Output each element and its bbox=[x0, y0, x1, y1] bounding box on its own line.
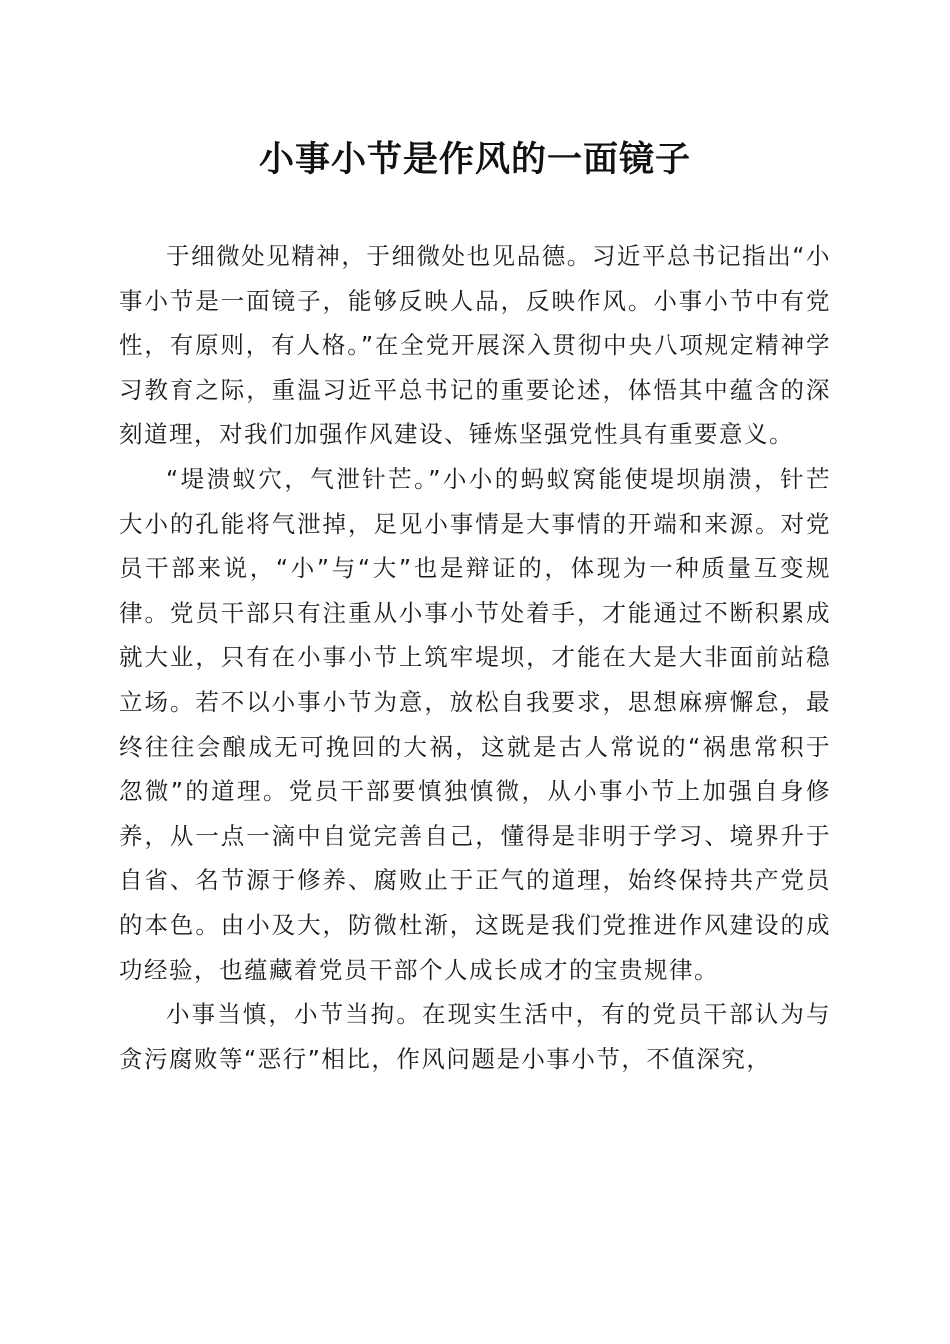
paragraph: 小事当慎，小节当拘。在现实生活中，有的党员干部认为与贪污腐败等“恶行”相比，作风问题是小事小节，不值深究， bbox=[119, 1000, 831, 1073]
document-body bbox=[119, 234, 831, 1081]
paragraph: “堤溃蚁穴，气泄针芒。”小小的蚂蚁窝能使堤坝崩溃，针芒大小的孔能将气泄掉，足见小事情是大事情的开端和来源。对党员干部来说，“小”与“大”也是辩证的，体现为一种质量互变规律。党员干部只有注重从小事小节处着手，才能通过不断积累成就大业，只有在小事小节上筑牢堤坝，才能在大是大非面前站稳立场。若不以小事小节为意，放松自我要求，思想麻痹懈怠，最终往往会酿成无可挽回的大祸，这就是古人常说的“祸患常积于忽微”的道理。党员干部要慎独慎微，从小事小节上加强自身修养，从一点一滴中自觉完善自己，懂得是非明于学习、境界升于自省、名节源于修养、腐败止于正气的道理，始终保持共产党员的本色。由小及大，防微杜渐，这既是我们党推进作风建设的成功经验，也蕴藏着党员干部个人成长成才的宝贵规律。 bbox=[119, 464, 831, 984]
paragraph: 于细微处见精神，于细微处也见品德。习近平总书记指出“小事小节是一面镜子，能够反映人品，反映作风。小事小节中有党性，有原则，有人格。”在全党开展深入贯彻中央八项规定精神学习教育之际，重温习近平总书记的重要论述，体悟其中蕴含的深刻道理，对我们加强作风建设、锤炼坚强党性具有重要意义。 bbox=[119, 242, 831, 449]
document-title: 小事小节是作风的一面镜子 bbox=[258, 139, 691, 180]
